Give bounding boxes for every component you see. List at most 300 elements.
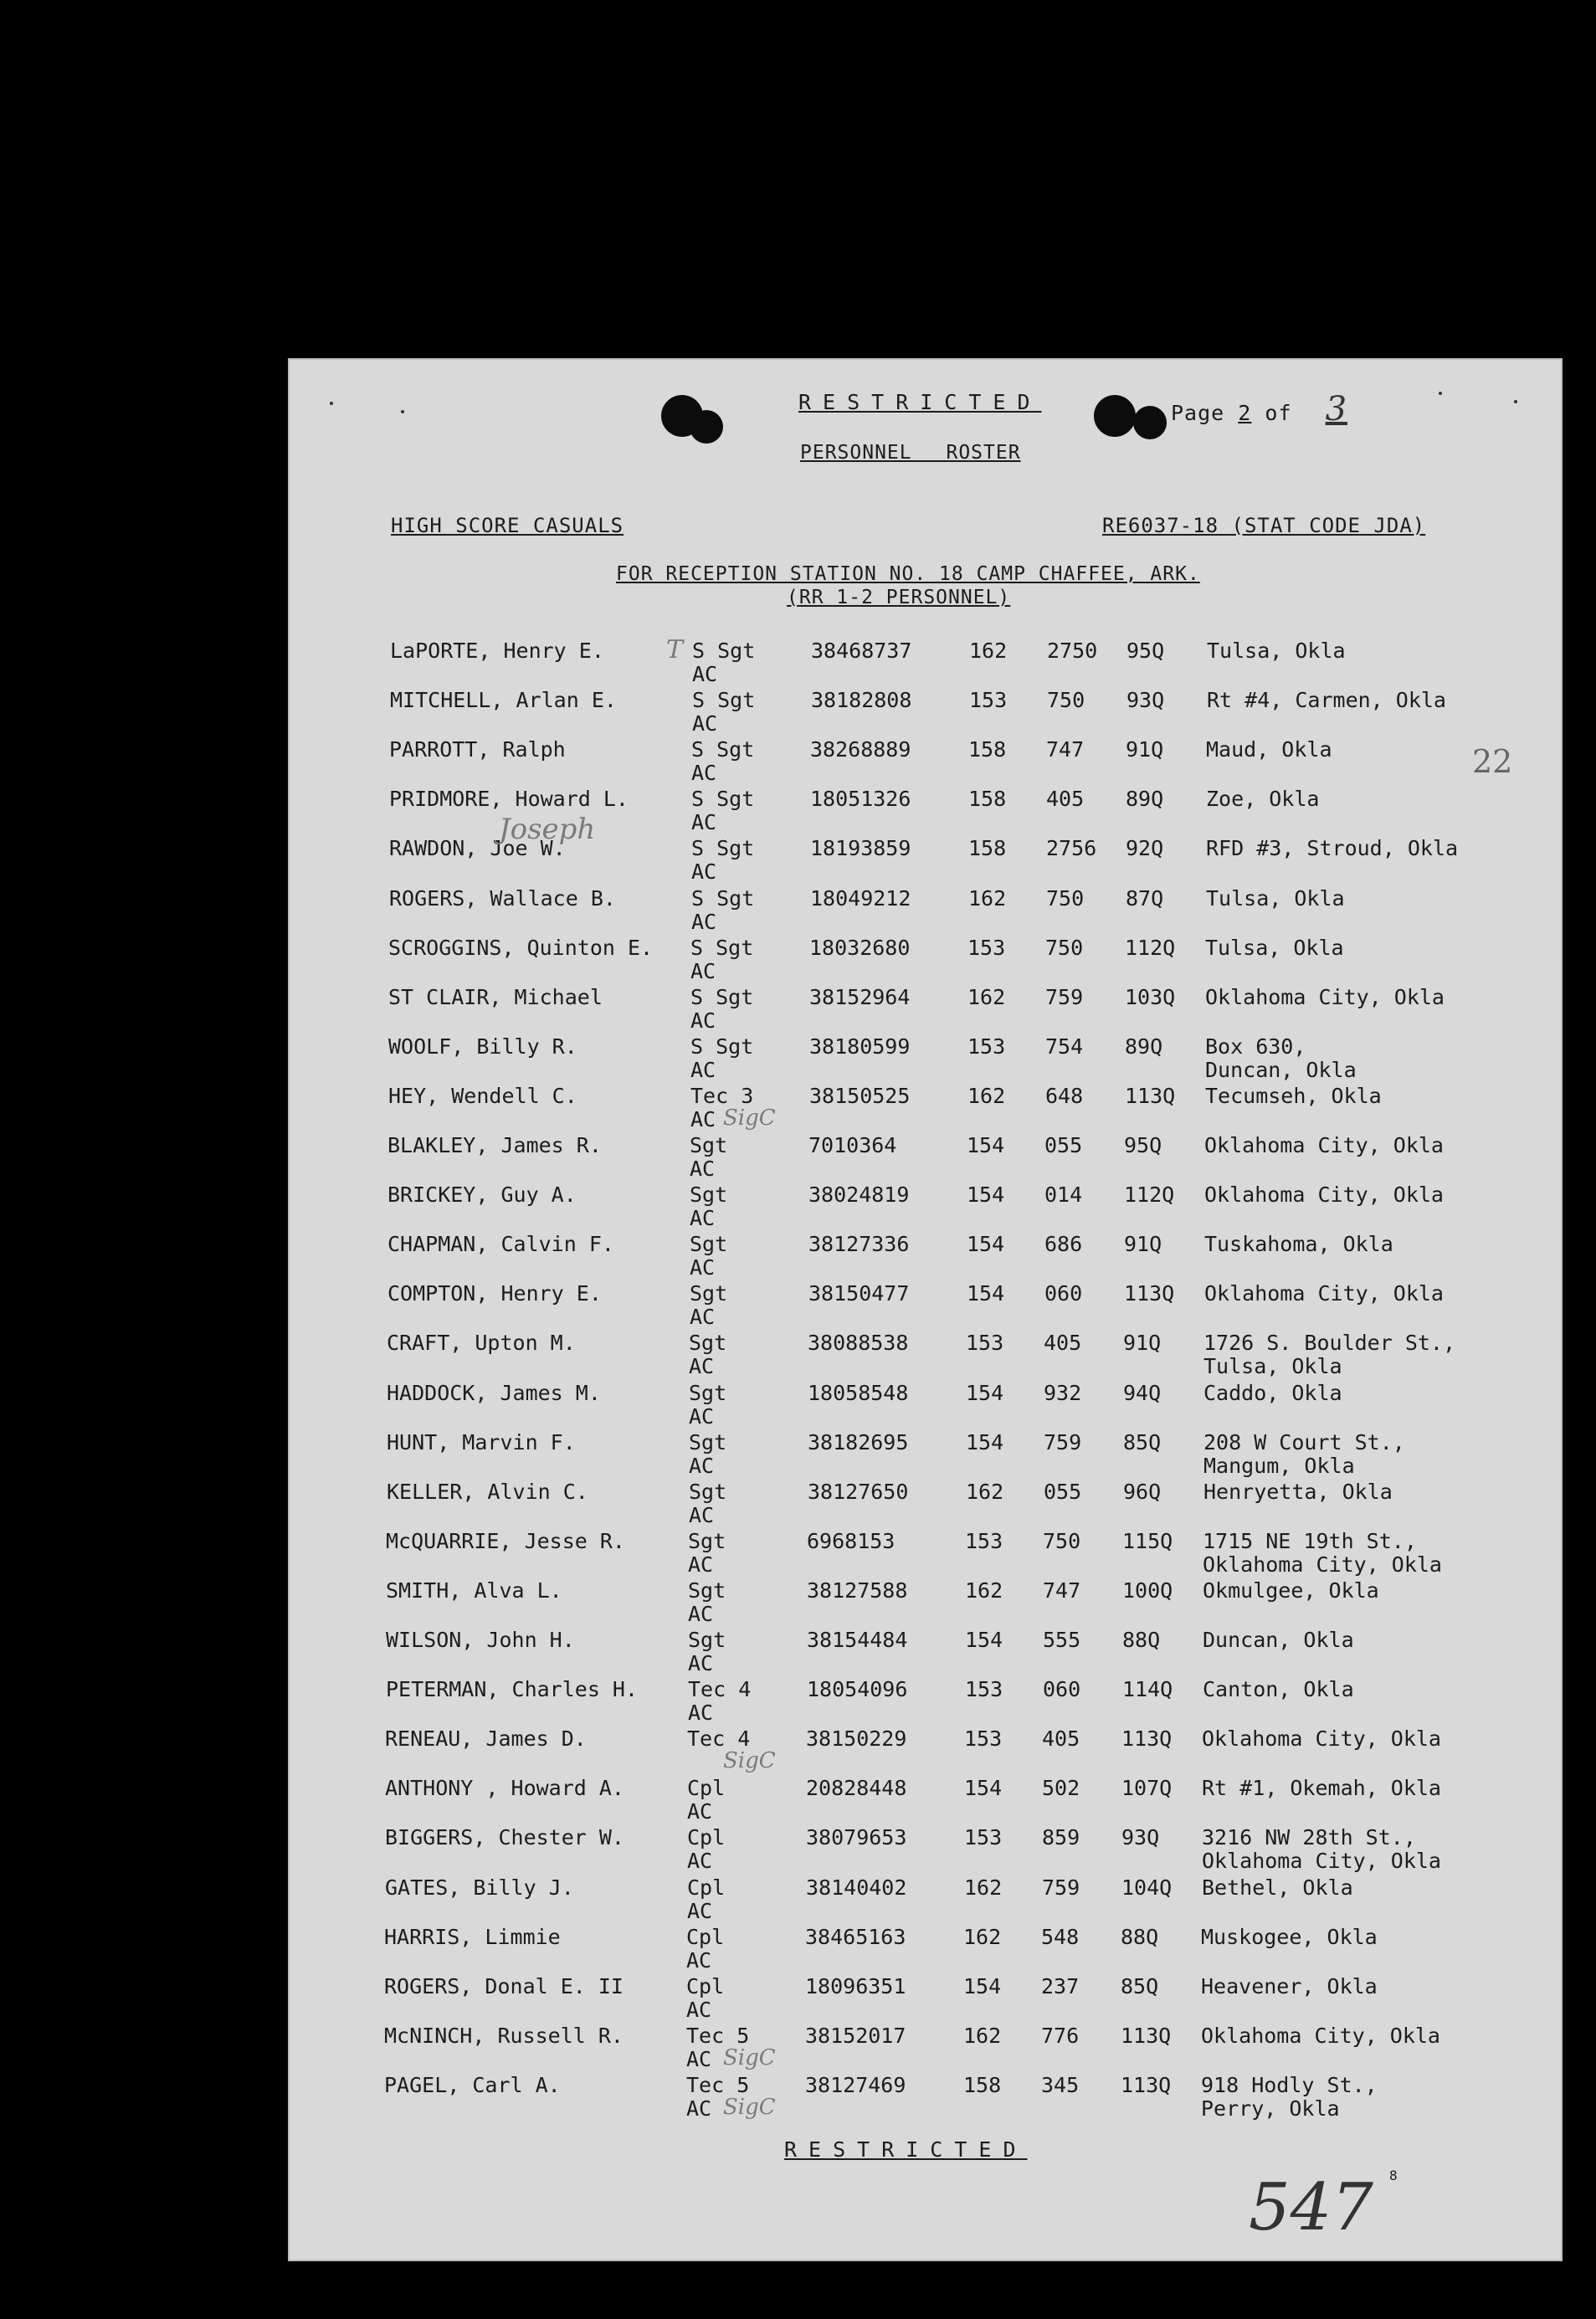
soldier-name: HUNT, Marvin F. — [387, 1429, 576, 1455]
address-line-1: 208 W Court St., — [1203, 1429, 1405, 1455]
code-2: 747 — [1046, 737, 1085, 762]
code-1: 153 — [965, 1528, 1003, 1553]
grade: S Sgt — [692, 688, 756, 713]
roster-row — [288, 635, 1563, 687]
code-1: 154 — [963, 1973, 1002, 1998]
code-2: 055 — [1044, 1133, 1083, 1157]
code-1: 162 — [963, 2023, 1002, 2048]
branch: AC — [690, 1206, 716, 1231]
address-line-2: Duncan, Okla — [1205, 1057, 1357, 1082]
address-line-1: 1726 S. Boulder St., — [1203, 1331, 1456, 1356]
code-2: 759 — [1044, 1429, 1082, 1455]
code-3: 96Q — [1123, 1479, 1162, 1504]
grade: Tec 4 — [688, 1677, 752, 1702]
roster-row — [288, 1281, 1563, 1330]
punch-hole-right — [1094, 395, 1136, 437]
code-2: 345 — [1041, 2072, 1080, 2097]
code-2: 555 — [1043, 1628, 1081, 1652]
address-line-1: Bethel, Okla — [1202, 1875, 1353, 1900]
soldier-name: RENEAU, James D. — [385, 1726, 587, 1752]
handwritten-annotation: T — [666, 635, 684, 664]
code-1: 162 — [969, 639, 1008, 663]
code-1: 162 — [964, 1875, 1003, 1900]
grade: S Sgt — [690, 935, 754, 960]
address-line-1: Muskogee, Okla — [1201, 1924, 1378, 1949]
address-line-1: Tecumseh, Okla — [1205, 1083, 1382, 1108]
grade: Tec 4 — [687, 1726, 751, 1752]
address-line-1: Henryetta, Okla — [1203, 1479, 1393, 1504]
soldier-name: PRIDMORE, Howard L. — [389, 787, 629, 812]
code-3: 89Q — [1125, 1034, 1163, 1059]
serial-number: 38127469 — [805, 2072, 906, 2097]
speck — [1439, 392, 1442, 395]
code-2: 2750 — [1047, 639, 1098, 663]
roster-row — [288, 2024, 1563, 2072]
grade: S Sgt — [691, 787, 755, 812]
roster-row — [288, 1133, 1563, 1182]
code-2: 859 — [1042, 1825, 1080, 1850]
grade: Tec 3 — [690, 1083, 754, 1108]
roster-row — [288, 886, 1563, 935]
grade: Tec 5 — [686, 2023, 750, 2048]
serial-number: 6968153 — [807, 1528, 896, 1553]
grade: S Sgt — [691, 885, 755, 911]
grade: Cpl — [687, 1825, 726, 1850]
code-1: 162 — [965, 1578, 1003, 1603]
roster-row — [288, 1628, 1563, 1676]
address-line-1: Duncan, Okla — [1203, 1628, 1354, 1652]
soldier-name: CHAPMAN, Calvin F. — [387, 1232, 614, 1257]
address-line-1: 918 Hodly St., — [1201, 2072, 1378, 2097]
serial-number: 38079653 — [806, 1825, 907, 1850]
handwritten-annotation: SigC — [723, 1105, 776, 1131]
grade: Cpl — [686, 1973, 725, 1998]
page-label: Page — [1171, 401, 1225, 425]
grade: Sgt — [690, 1232, 728, 1257]
address-line-2: Mangum, Okla — [1203, 1453, 1355, 1478]
handwritten-page-number: 547 — [1249, 2170, 1373, 2245]
code-2: 014 — [1044, 1183, 1083, 1208]
branch: AC — [689, 1354, 715, 1379]
code-2: 932 — [1044, 1380, 1082, 1405]
page-total: 3 — [1325, 390, 1348, 428]
code-2: 648 — [1045, 1083, 1084, 1108]
code-1: 153 — [966, 1331, 1004, 1356]
soldier-name: SCROGGINS, Quinton E. — [388, 935, 654, 960]
address-line-1: Tulsa, Okla — [1205, 935, 1344, 960]
code-1: 154 — [964, 1776, 1003, 1801]
branch: AC — [688, 1552, 714, 1577]
soldier-name: GATES, Billy J. — [385, 1875, 574, 1900]
grade: Sgt — [689, 1479, 727, 1504]
grade: S Sgt — [691, 836, 755, 861]
grade: Sgt — [690, 1183, 728, 1208]
serial-number: 38182695 — [808, 1429, 909, 1455]
code-3: 91Q — [1123, 1331, 1162, 1356]
address-line-2: Tulsa, Okla — [1203, 1354, 1342, 1379]
soldier-name: PETERMAN, Charles H. — [386, 1677, 639, 1702]
code-1: 153 — [967, 1034, 1006, 1059]
roster-row — [288, 1875, 1563, 1924]
branch: AC — [690, 958, 716, 983]
address-line-1: RFD #3, Stroud, Okla — [1206, 836, 1459, 861]
code-1: 162 — [967, 984, 1006, 1009]
restricted-footer: RESTRICTED — [784, 2137, 1028, 2162]
roster-row — [288, 737, 1563, 786]
punch-hole-right-2 — [1133, 406, 1167, 439]
code-1: 158 — [968, 836, 1007, 861]
address-line-1: Oklahoma City, Okla — [1202, 1726, 1441, 1752]
branch: AC — [690, 1106, 716, 1131]
code-3: 112Q — [1125, 935, 1176, 960]
soldier-name: ROGERS, Wallace B. — [389, 885, 616, 911]
roster-row — [288, 985, 1563, 1034]
code-1: 154 — [967, 1281, 1005, 1306]
address-line-1: Rt #4, Carmen, Okla — [1207, 688, 1446, 713]
address-line-2: Perry, Okla — [1201, 2096, 1340, 2121]
code-1: 158 — [968, 787, 1007, 812]
branch: AC — [687, 1799, 713, 1824]
code-3: 93Q — [1126, 688, 1165, 713]
roster-row — [288, 1974, 1563, 2023]
page-of: of — [1265, 401, 1292, 425]
branch: AC — [690, 1255, 716, 1280]
grade: Sgt — [690, 1281, 728, 1306]
serial-number: 38127588 — [807, 1578, 908, 1603]
soldier-name: ROGERS, Donal E. II — [384, 1973, 624, 1998]
personnel-sub: (RR 1-2 PERSONNEL) — [787, 587, 1011, 608]
soldier-name: PARROTT, Ralph — [389, 737, 566, 762]
roster-row — [288, 1034, 1563, 1083]
serial-number: 38465163 — [805, 1924, 906, 1949]
serial-number: 38140402 — [806, 1875, 907, 1900]
serial-number: 38152017 — [805, 2023, 906, 2048]
roster-row — [288, 1430, 1563, 1479]
serial-number: 38152964 — [809, 984, 911, 1009]
branch: AC — [686, 1997, 712, 2022]
soldier-name: MITCHELL, Arlan E. — [390, 688, 617, 713]
roster-row — [288, 688, 1563, 736]
code-3: 113Q — [1125, 1083, 1176, 1108]
branch: AC — [689, 1453, 715, 1478]
address-line-1: Oklahoma City, Okla — [1204, 1133, 1444, 1157]
grade: Cpl — [686, 1924, 725, 1949]
branch: AC — [690, 1305, 716, 1330]
code-1: 153 — [969, 688, 1008, 713]
branch: AC — [689, 1403, 715, 1429]
code-1: 153 — [964, 1726, 1003, 1752]
code-2: 750 — [1047, 688, 1085, 713]
code-1: 153 — [965, 1677, 1003, 1702]
code-2: 776 — [1041, 2023, 1080, 2048]
address-line-1: Rt #1, Okemah, Okla — [1202, 1776, 1441, 1801]
code-2: 502 — [1042, 1776, 1080, 1801]
code-3: 92Q — [1126, 836, 1164, 861]
address-line-1: Tulsa, Okla — [1206, 885, 1345, 911]
address-line-1: Oklahoma City, Okla — [1204, 1183, 1444, 1208]
roster-title: PERSONNEL ROSTER — [800, 442, 1021, 464]
soldier-name: McNINCH, Russell R. — [384, 2023, 624, 2048]
serial-number: 18051326 — [810, 787, 911, 812]
unit-title: HIGH SCORE CASUALS — [391, 514, 624, 537]
stat-code: RE6037-18 (STAT CODE JDA) — [1102, 514, 1426, 537]
code-1: 154 — [966, 1380, 1004, 1405]
serial-number: 38150525 — [809, 1083, 911, 1108]
code-3: 87Q — [1126, 885, 1164, 911]
grade: S Sgt — [692, 639, 756, 663]
soldier-name: WILSON, John H. — [386, 1628, 575, 1652]
address-line-2: Oklahoma City, Okla — [1202, 1849, 1441, 1874]
code-1: 162 — [963, 1924, 1002, 1949]
branch: AC — [687, 1898, 713, 1923]
code-1: 162 — [966, 1479, 1004, 1504]
grade: Sgt — [689, 1380, 727, 1405]
soldier-name: CRAFT, Upton M. — [387, 1331, 576, 1356]
serial-number: 38024819 — [808, 1183, 910, 1208]
code-3: 85Q — [1123, 1429, 1162, 1455]
serial-number: 38468737 — [811, 639, 912, 663]
grade: Tec 5 — [686, 2072, 750, 2097]
code-2: 747 — [1043, 1578, 1081, 1603]
branch: AC — [688, 1651, 714, 1675]
roster-row — [288, 1677, 1563, 1726]
code-1: 154 — [967, 1232, 1005, 1257]
code-2: 548 — [1041, 1924, 1080, 1949]
code-1: 154 — [965, 1628, 1003, 1652]
code-3: 95Q — [1124, 1133, 1162, 1157]
code-3: 112Q — [1124, 1183, 1175, 1208]
branch: AC — [690, 1008, 716, 1033]
soldier-name: BLAKLEY, James R. — [387, 1133, 602, 1157]
address-line-1: Tuskahoma, Okla — [1204, 1232, 1393, 1257]
address-line-1: Tulsa, Okla — [1207, 639, 1346, 663]
grade: S Sgt — [690, 1034, 754, 1059]
code-2: 759 — [1042, 1875, 1080, 1900]
code-1: 162 — [967, 1083, 1006, 1108]
handwritten-annotation: SigC — [723, 2094, 776, 2120]
soldier-name: PAGEL, Carl A. — [384, 2072, 561, 2097]
soldier-name: COMPTON, Henry E. — [387, 1281, 602, 1306]
roster-row — [288, 787, 1563, 835]
code-2: 055 — [1044, 1479, 1082, 1504]
branch: AC — [689, 1502, 715, 1527]
roster-row — [288, 1232, 1563, 1280]
address-line-1: Okmulgee, Okla — [1203, 1578, 1379, 1603]
serial-number: 38268889 — [810, 737, 911, 762]
branch: AC — [692, 711, 718, 736]
soldier-name: BIGGERS, Chester W. — [385, 1825, 624, 1850]
soldier-name: ANTHONY , Howard A. — [385, 1776, 624, 1801]
code-3: 113Q — [1124, 1281, 1175, 1306]
address-line-1: Caddo, Okla — [1203, 1380, 1342, 1405]
roster-row — [288, 936, 1563, 984]
roster-row — [288, 1825, 1563, 1874]
grade: S Sgt — [690, 984, 754, 1009]
code-2: 405 — [1044, 1331, 1082, 1356]
code-3: 95Q — [1126, 639, 1165, 663]
restricted-header: RESTRICTED — [798, 390, 1042, 414]
soldier-name: SMITH, Alva L. — [386, 1578, 562, 1603]
code-1: 158 — [963, 2072, 1002, 2097]
speck — [330, 402, 333, 405]
code-3: 113Q — [1121, 2072, 1172, 2097]
code-2: 405 — [1046, 787, 1085, 812]
soldier-name: WOOLF, Billy R. — [388, 1034, 577, 1059]
code-3: 94Q — [1123, 1380, 1162, 1405]
punch-hole-left-2 — [690, 410, 723, 444]
code-3: 88Q — [1121, 1924, 1159, 1949]
soldier-name: McQUARRIE, Jesse R. — [386, 1528, 625, 1553]
code-1: 153 — [967, 935, 1006, 960]
code-2: 750 — [1046, 885, 1085, 911]
roster-row — [288, 1578, 1563, 1627]
branch: AC — [688, 1701, 714, 1726]
address-line-1: Maud, Okla — [1206, 737, 1332, 762]
serial-number: 18054096 — [807, 1677, 908, 1702]
grade: Sgt — [688, 1528, 726, 1553]
speck — [1514, 400, 1517, 403]
code-3: 91Q — [1126, 737, 1164, 762]
serial-number: 38154484 — [807, 1628, 908, 1652]
code-1: 158 — [968, 737, 1007, 762]
serial-number: 18096351 — [805, 1973, 906, 1998]
soldier-name: HEY, Wendell C. — [388, 1083, 577, 1108]
roster-row — [288, 1480, 1563, 1528]
roster-row — [288, 1529, 1563, 1578]
grade: Sgt — [688, 1628, 726, 1652]
branch: AC — [690, 1157, 716, 1181]
code-2: 750 — [1045, 935, 1084, 960]
serial-number: 7010364 — [808, 1133, 897, 1157]
address-line-1: Heavener, Okla — [1201, 1973, 1378, 1998]
soldier-name: LaPORTE, Henry E. — [390, 639, 604, 663]
branch: AC — [686, 2096, 712, 2121]
grade: Sgt — [690, 1133, 728, 1157]
code-3: 85Q — [1121, 1973, 1159, 1998]
code-1: 154 — [966, 1429, 1004, 1455]
branch: AC — [687, 1849, 713, 1874]
handwritten-annotation: SigC — [723, 1748, 776, 1774]
handwritten-annotation: Joseph — [499, 813, 596, 847]
address-line-1: Oklahoma City, Okla — [1201, 2023, 1440, 2048]
branch: AC — [691, 810, 717, 835]
serial-number: 18058548 — [808, 1380, 909, 1405]
grade: S Sgt — [691, 737, 755, 762]
roster-row — [288, 1331, 1563, 1379]
code-3: 103Q — [1125, 984, 1176, 1009]
code-3: 88Q — [1122, 1628, 1161, 1652]
serial-number: 38150229 — [806, 1726, 907, 1752]
code-2: 750 — [1043, 1528, 1081, 1553]
code-3: 113Q — [1121, 2023, 1172, 2048]
code-2: 060 — [1043, 1677, 1081, 1702]
address-line-1: Canton, Okla — [1203, 1677, 1354, 1702]
address-line-1: Zoe, Okla — [1206, 787, 1320, 812]
document-page — [288, 358, 1563, 2261]
soldier-name: RAWDON, Joe W. — [389, 836, 566, 861]
serial-number: 18193859 — [810, 836, 911, 861]
serial-number: 38127336 — [808, 1232, 910, 1257]
soldier-name: BRICKEY, Guy A. — [387, 1183, 577, 1208]
roster-row — [288, 1726, 1563, 1775]
code-3: 93Q — [1121, 1825, 1160, 1850]
handwritten-annotation: SigC — [723, 2045, 776, 2070]
code-1: 153 — [964, 1825, 1003, 1850]
code-3: 104Q — [1121, 1875, 1173, 1900]
serial-number: 18032680 — [809, 935, 911, 960]
corner-mark: 8 — [1389, 2168, 1398, 2183]
code-2: 686 — [1044, 1232, 1083, 1257]
code-3: 89Q — [1126, 787, 1164, 812]
serial-number: 38088538 — [808, 1331, 909, 1356]
serial-number: 38180599 — [809, 1034, 911, 1059]
code-3: 107Q — [1121, 1776, 1173, 1801]
code-2: 405 — [1042, 1726, 1080, 1752]
margin-number: 22 — [1472, 743, 1513, 780]
grade: Cpl — [687, 1875, 726, 1900]
address-line-1: Box 630, — [1205, 1034, 1306, 1059]
code-3: 115Q — [1122, 1528, 1173, 1553]
roster-row — [288, 1925, 1563, 1973]
serial-number: 38182808 — [811, 688, 912, 713]
code-2: 2756 — [1046, 836, 1097, 861]
roster-row — [288, 2073, 1563, 2121]
code-2: 060 — [1044, 1281, 1083, 1306]
page-indicator — [1171, 390, 1368, 428]
code-1: 162 — [968, 885, 1007, 911]
address-line-2: Oklahoma City, Okla — [1203, 1552, 1442, 1577]
code-2: 759 — [1045, 984, 1084, 1009]
address-line-1: Oklahoma City, Okla — [1205, 984, 1445, 1009]
roster-row — [288, 1381, 1563, 1429]
branch: AC — [692, 662, 718, 686]
code-3: 100Q — [1122, 1578, 1173, 1603]
branch: AC — [691, 761, 717, 786]
grade: Sgt — [689, 1429, 727, 1455]
roster-row — [288, 1183, 1563, 1231]
code-3: 114Q — [1122, 1677, 1173, 1702]
address-line-1: 1715 NE 19th St., — [1203, 1528, 1417, 1553]
soldier-name: HADDOCK, James M. — [387, 1380, 601, 1405]
soldier-name: ST CLAIR, Michael — [388, 984, 603, 1009]
serial-number: 38127650 — [808, 1479, 909, 1504]
grade: Sgt — [689, 1331, 727, 1356]
code-2: 237 — [1041, 1973, 1080, 1998]
roster-row — [288, 813, 1563, 885]
grade: Cpl — [687, 1776, 726, 1801]
speck — [401, 410, 404, 413]
code-1: 154 — [967, 1183, 1005, 1208]
code-2: 754 — [1045, 1034, 1084, 1059]
soldier-name: KELLER, Alvin C. — [387, 1479, 588, 1504]
address-line-1: 3216 NW 28th St., — [1202, 1825, 1416, 1850]
branch: AC — [690, 1057, 716, 1082]
soldier-name: HARRIS, Limmie — [384, 1924, 561, 1949]
grade: Sgt — [688, 1578, 726, 1603]
page-number: 2 — [1238, 401, 1252, 425]
branch: AC — [691, 909, 717, 934]
code-3: 91Q — [1124, 1232, 1162, 1257]
serial-number: 20828448 — [806, 1776, 907, 1801]
station-line: FOR RECEPTION STATION NO. 18 CAMP CHAFFEE, ARK. — [616, 563, 1200, 585]
code-3: 113Q — [1121, 1726, 1173, 1752]
roster-row — [288, 1776, 1563, 1824]
branch: AC — [688, 1601, 714, 1626]
branch: AC — [686, 1947, 712, 1973]
address-line-1: Oklahoma City, Okla — [1204, 1281, 1444, 1306]
roster-row — [288, 1084, 1563, 1132]
serial-number: 38150477 — [808, 1281, 910, 1306]
